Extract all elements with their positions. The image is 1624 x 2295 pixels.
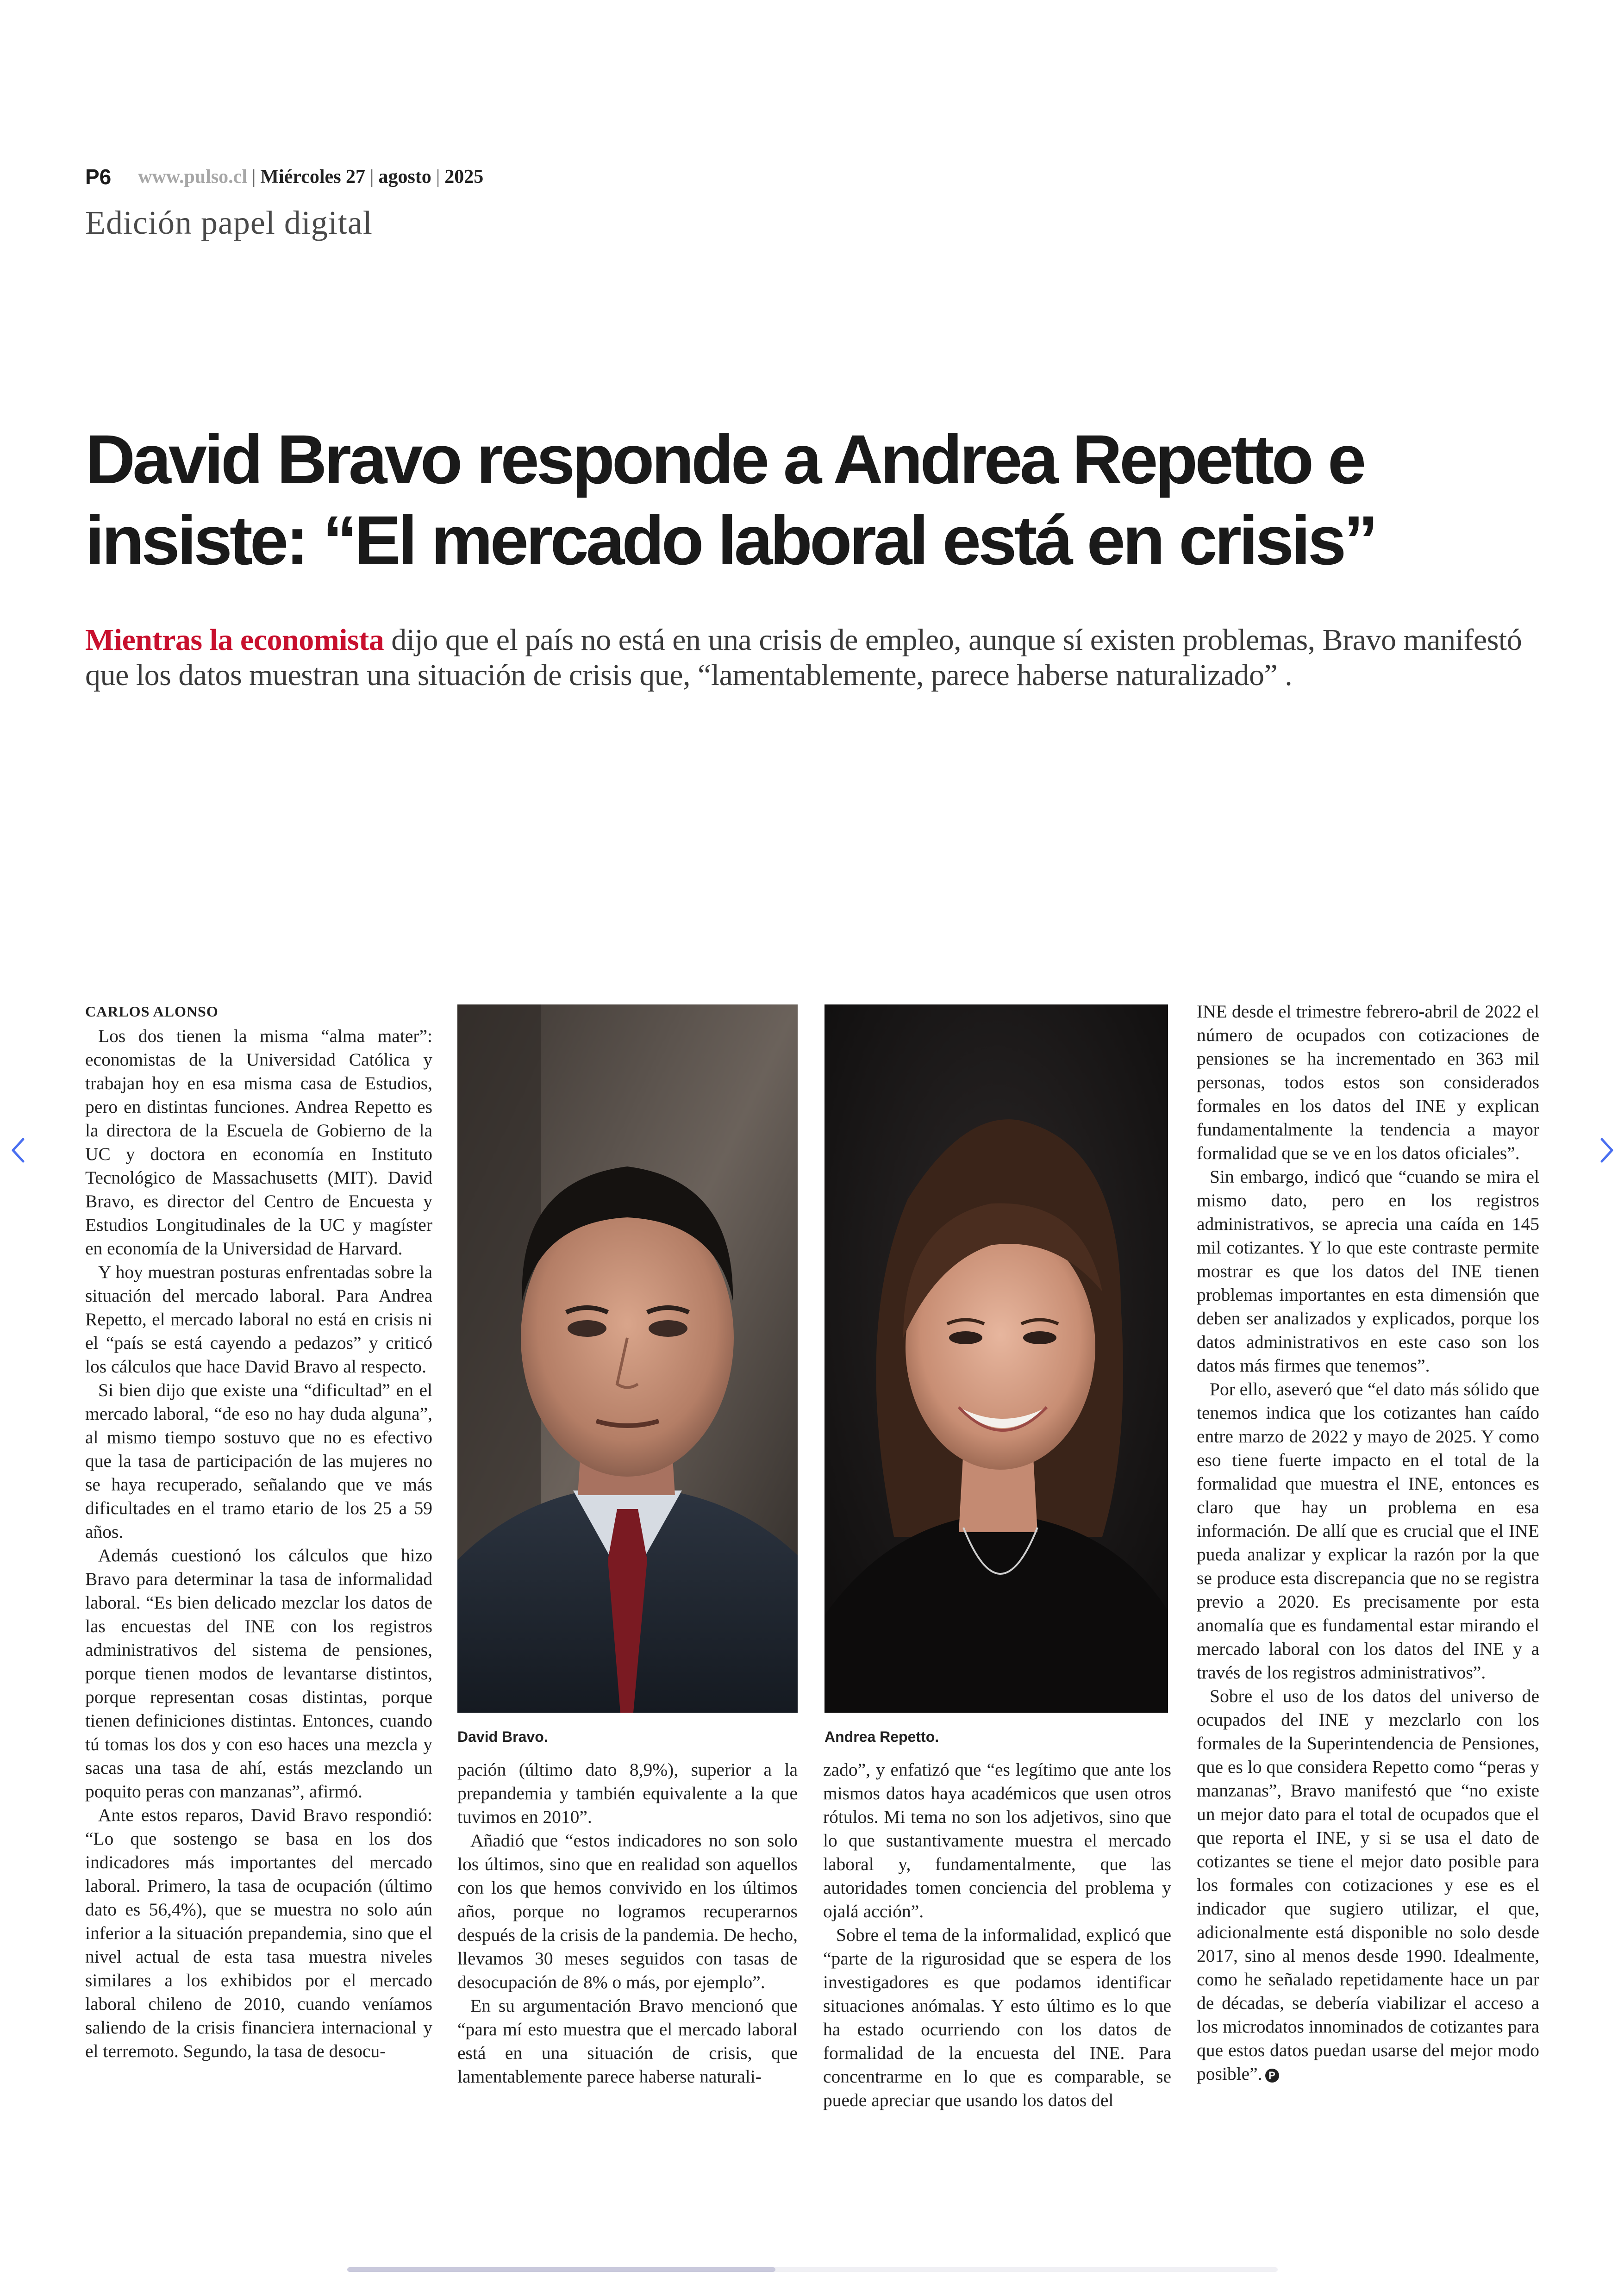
portrait-illustration bbox=[824, 1004, 1168, 1713]
headline-line-2: insiste: “El mercado laboral está en crisis” bbox=[85, 501, 1376, 579]
chevron-left-icon bbox=[9, 1136, 28, 1164]
photo-caption-david-bravo: David Bravo. bbox=[457, 1728, 548, 1745]
edition-label: Edición papel digital bbox=[85, 204, 373, 241]
page-number: P6 bbox=[85, 165, 112, 189]
separator: | bbox=[251, 166, 256, 187]
article-column-1 bbox=[85, 1000, 432, 2063]
lead-highlight: Mientras la economista bbox=[85, 623, 384, 657]
article-column-3 bbox=[823, 1758, 1171, 2112]
paragraph-last bbox=[1197, 1684, 1539, 2086]
paragraph: Añadió que “estos indicadores no son solo los últimos, sino que en realidad son aquellos con los que hemos convivido en los últimos años, porque no logramos recuperarnos después de la crisis de la pandemia. De hecho, llevamos 30 meses seguidos con tasas de desocupación de 8% o más, por ejemplo”. bbox=[457, 1830, 798, 1992]
separator: | bbox=[436, 166, 440, 187]
paragraph: zado”, y enfatizó que “es legítimo que ante los mismos datos haya académicos que usen otros rótulos. Mi tema no son los adjetivos, sino que lo que sustantivamente muestra el mercado laboral y, fundamentalmente, que las autoridades tomen conciencia del problema y ojalá acción”. bbox=[823, 1759, 1171, 1921]
paragraph: INE desde el trimestre febrero-abril de 2022 el número de ocupados con cotizaciones de pensiones se ha incrementado en 363 mil personas, todos estos son considerados formales en los datos del INE y explican fundamentalmente la tendencia a mayor formalidad que se ve en los datos oficiales”. bbox=[1197, 1001, 1539, 1163]
article-column-4 bbox=[1197, 1000, 1539, 2086]
paragraph: Además cuestionó los cálculos que hizo Bravo para determinar la tasa de informalidad laboral. “Es bien delicado mezclar los datos de las encuestas del INE con los registros administrativos del sistema de pensiones, porque tienen modos de levantarse distintos, porque representan cosas distintas, porque tienen definiciones distintas. Entonces, cuando tú tomas los dos y con eso haces una mezcla y sacas una tasa de ahí, estás mezclando un poquito peras con manzanas”, afirmó. bbox=[85, 1545, 432, 1802]
paragraph: Los dos tienen la misma “alma mater”: economistas de la Universidad Católica y trabajan hoy en esa misma casa de Estudios, pero en distintas funciones. Andrea Repetto es la directora de la Escuela de Gobierno de la UC y doctora en economía en Instituto Tecnológico de Massachusetts (MIT). David Bravo, es director del Centro de Encuesta y Estudios Longitudinales de la UC y magíster en economía de la Universidad de Harvard. bbox=[85, 1026, 432, 1259]
scrollbar-thumb[interactable] bbox=[347, 2267, 775, 2272]
paragraph: En su argumentación Bravo mencionó que “para mí esto muestra que el mercado laboral está en una situación de crisis, que lamentablemente parece haberse naturali- bbox=[457, 1996, 798, 2087]
site-url: www.pulso.cl bbox=[138, 166, 247, 187]
article-lead bbox=[85, 623, 1539, 693]
end-mark-icon: P bbox=[1265, 2069, 1279, 2083]
paragraph: Sin embargo, indicó que “cuando se mira el mismo dato, pero en los registros administrativos, se aprecia una caída en 145 mil cotizantes. Y lo que este contraste permite mostrar es que los datos del INE tienen problemas importantes en esta dimensión que deben ser analizados y explicados, porque los datos administrativos en este caso son los datos más firmes que tenemos”. bbox=[1197, 1166, 1539, 1376]
byline: CARLOS ALONSO bbox=[85, 1003, 219, 1020]
separator: | bbox=[370, 166, 374, 187]
folio-line bbox=[85, 163, 483, 191]
photo-caption-andrea-repetto: Andrea Repetto. bbox=[824, 1728, 939, 1745]
photo-david-bravo bbox=[457, 1004, 798, 1713]
paragraph: Si bien dijo que existe una “dificultad” en el mercado laboral, “de eso no hay duda alguna”, al mismo tiempo sostuvo que no es efectivo que la tasa de participación de las mujeres no se haya recuperado, señalando que ve más dificultades en el tramo etario de los 25 a 59 años. bbox=[85, 1380, 432, 1542]
paragraph: Sobre el tema de la informalidad, explicó que “parte de la rigurosidad que se espera de los investigadores es que podamos identificar situaciones anómalas. Y esto último es lo que ha estado ocurriendo con los datos de formalidad de la encuesta del INE. Para concentrarme en lo que es comparable, se puede apreciar que usando los datos del bbox=[823, 1925, 1171, 2110]
next-page-button[interactable] bbox=[1593, 1129, 1620, 1171]
folio-year: 2025 bbox=[444, 166, 484, 187]
chevron-right-icon bbox=[1597, 1136, 1616, 1164]
paragraph: Por ello, aseveró que “el dato más sólido que tenemos indica que los cotizantes han caído entre marzo de 2022 y mayo de 2025. Y como eso tiene fuerte impacto en el total de la formalidad que muestra el INE, entonces es claro que hay un problema en esa información. De allí que es crucial que el INE pueda analizar y explicar la razón por la que se produce esta discrepancia que no se registra previo a 2020. Es precisamente por esta anomalía que es fundamental estar mirando el mercado laboral con los datos del INE y a través de los registros administrativos”. bbox=[1197, 1379, 1539, 1683]
paragraph: pación (último dato 8,9%), superior a la prepandemia y también equivalente a la que tuvimos en 2010”. bbox=[457, 1759, 798, 1827]
paragraph: Ante estos reparos, David Bravo respondió: “Lo que sostengo se basa en los dos indicadores más importantes del mercado laboral. Primero, la tasa de ocupación (último dato es 56,4%), que se muestra no solo aún inferior a la situación prepandemia, sino que el nivel actual de esta tasa muestra niveles similares a los exhibidos por el mercado laboral chileno de 2010, cuando veníamos saliendo de la crisis financiera internacional y el terremoto. Segundo, la tasa de desocu- bbox=[85, 1805, 432, 2061]
article-headline bbox=[85, 419, 1539, 581]
article-column-2 bbox=[457, 1758, 798, 2089]
lead-text: dijo que el país no está en una crisis de empleo, aunque sí existen problemas, Bravo manifestó que los datos muestran una situación de crisis que, “lamentablemente, parece haberse naturalizado” . bbox=[85, 623, 1522, 692]
paragraph: Y hoy muestran posturas enfrentadas sobre la situación del mercado laboral. Para Andrea Repetto, el mercado laboral no está en crisis ni el “país se está cayendo a pedazos” y criticó los cálculos que hace David Bravo al respecto. bbox=[85, 1262, 432, 1377]
paragraph: Sobre el uso de los datos del universo de ocupados del INE y mezclarlo con los formales de la Superintendencia de Pensiones, que es lo que considera Repetto como “peras y manzanas”, Bravo manifestó que “no existe un mejor dato para el total de ocupados que el que reporta el INE, y si se usa el dato de cotizantes se tiene el mejor dato posible para los formales con cotizaciones y ese es el indicador que sugiero utilizar, el que, adicionalmente está disponible no solo desde 2017, sino al menos desde 1990. Idealmente, como he señalado repetidamente hace un par de décadas, se debería viabilizar el acceso a los microdatos innominados de cotizantes para que estos datos puedan usarse del mejor modo posible”. bbox=[1197, 1686, 1539, 2084]
portrait-illustration bbox=[457, 1004, 798, 1713]
photo-andrea-repetto bbox=[824, 1004, 1168, 1713]
headline-line-1: David Bravo responde a Andrea Repetto e bbox=[85, 420, 1364, 498]
prev-page-button[interactable] bbox=[5, 1129, 32, 1171]
folio-weekday: Miércoles 27 bbox=[260, 166, 366, 187]
folio-month: agosto bbox=[378, 166, 431, 187]
